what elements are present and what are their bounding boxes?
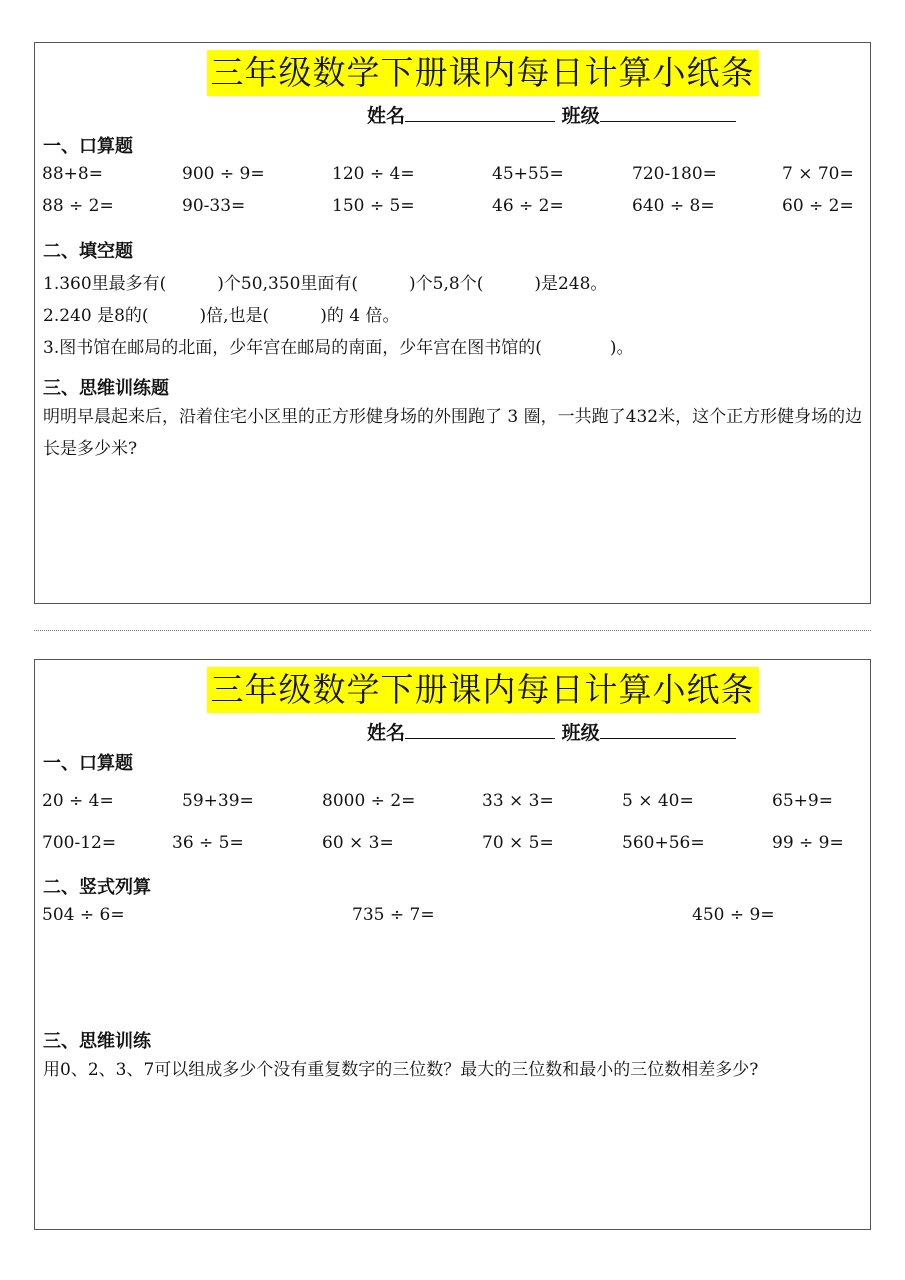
- oral-problem: 900 ÷ 9=: [182, 164, 265, 184]
- section-heading-vertical: 二、竖式列算: [43, 877, 151, 898]
- oral-problem: 5 × 40=: [622, 791, 694, 811]
- oral-problem: 20 ÷ 4=: [42, 791, 114, 811]
- class-label: 班级: [561, 105, 600, 127]
- oral-problem: 150 ÷ 5=: [332, 196, 415, 216]
- oral-problem: 90-33=: [182, 196, 246, 216]
- section-heading-fill: 二、填空题: [43, 241, 133, 262]
- oral-problem: 60 ÷ 2=: [782, 196, 854, 216]
- oral-problem: 120 ÷ 4=: [332, 164, 415, 184]
- worksheet-card-1: [34, 42, 871, 604]
- name-blank: [405, 720, 555, 739]
- oral-problem: 65+9=: [772, 791, 833, 811]
- class-label: 班级: [561, 722, 600, 744]
- oral-problem: 88 ÷ 2=: [42, 196, 114, 216]
- name-blank: [405, 103, 555, 122]
- oral-problem: 70 × 5=: [482, 833, 554, 853]
- oral-problem: 7 × 70=: [782, 164, 854, 184]
- fill-question-3: 3.图书馆在邮局的北面，少年宫在邮局的南面，少年宫在图书馆的( )。: [43, 338, 634, 358]
- class-blank: [600, 720, 736, 739]
- oral-problem: 560+56=: [622, 833, 705, 853]
- worksheet-card-2: [34, 659, 871, 1230]
- title-wrap: [35, 50, 870, 96]
- worksheet-title: 三年级数学下册课内每日计算小纸条: [207, 667, 759, 713]
- fill-question-2: 2.240 是8的( )倍,也是( )的 4 倍。: [43, 306, 400, 326]
- oral-problem: 700-12=: [42, 833, 117, 853]
- oral-problem: 8000 ÷ 2=: [322, 791, 416, 811]
- thinking-problem: 明明早晨起来后，沿着住宅小区里的正方形健身场的外围跑了 3 圈，一共跑了432米，这个正方形健身场的边长是多少米?: [43, 407, 863, 459]
- title-wrap: [35, 667, 870, 713]
- name-label: 姓名: [367, 722, 406, 744]
- name-label: 姓名: [367, 105, 406, 127]
- section-heading-oral: 一、口算题: [43, 136, 133, 157]
- cut-line-divider: [34, 630, 871, 631]
- fill-question-1: 1.360里最多有( )个50,350里面有( )个5,8个( )是248。: [43, 274, 608, 294]
- vertical-problem: 735 ÷ 7=: [352, 905, 435, 925]
- section-heading-thinking: 三、思维训练题: [43, 378, 169, 399]
- oral-problem: 99 ÷ 9=: [772, 833, 844, 853]
- name-class-row: [367, 718, 736, 745]
- thinking-problem: 用0、2、3、7可以组成多少个没有重复数字的三位数？最大的三位数和最小的三位数相差多少?: [43, 1060, 759, 1080]
- vertical-problem: 504 ÷ 6=: [42, 905, 125, 925]
- oral-problem: 33 × 3=: [482, 791, 554, 811]
- oral-problem: 60 × 3=: [322, 833, 394, 853]
- section-heading-thinking: 三、思维训练: [43, 1031, 151, 1052]
- oral-problem: 640 ÷ 8=: [632, 196, 715, 216]
- class-blank: [600, 103, 736, 122]
- oral-problem: 45+55=: [492, 164, 564, 184]
- vertical-problem: 450 ÷ 9=: [692, 905, 775, 925]
- worksheet-title: 三年级数学下册课内每日计算小纸条: [207, 50, 759, 96]
- oral-problem: 59+39=: [182, 791, 254, 811]
- name-class-row: [367, 101, 736, 128]
- oral-problem: 36 ÷ 5=: [172, 833, 244, 853]
- oral-problem: 88+8=: [42, 164, 103, 184]
- oral-problem: 46 ÷ 2=: [492, 196, 564, 216]
- section-heading-oral: 一、口算题: [43, 753, 133, 774]
- oral-problem: 720-180=: [632, 164, 717, 184]
